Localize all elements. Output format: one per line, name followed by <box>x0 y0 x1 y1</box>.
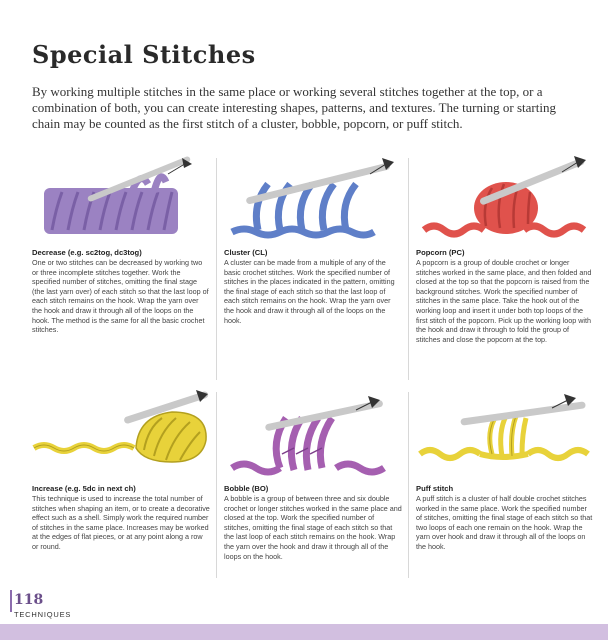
stitch-title: Cluster (CL) <box>224 248 268 257</box>
footer-bar <box>0 624 608 640</box>
stitch-description: One or two stitches can be decreased by working two or three incomplete stitches together. Work the specified number of stitches, omitting the final stage (the last yarn over) of each stitch so that the last loop of each stitch remains on the hook. Wrap the yarn over the hook and draw it through all of the loops on the hook. The method is the same for all the basic crochet stitches. <box>32 258 209 335</box>
stitch-card-increase <box>32 388 210 552</box>
stitch-description: A bobble is a group of between three and six double crochet or longer stitches worked in the same place and closed at the top. Work the specified number of stitches, omitting the final stage of each stitch so that the last loop of each stitch remains on the hook. Wrap the yarn over the hook and draw it through all of the loops on the hook. <box>224 494 402 561</box>
page-title: Special Stitches <box>32 40 256 69</box>
decrease-illustration <box>32 152 210 244</box>
cluster-illustration <box>224 152 402 244</box>
stitch-description: A puff stitch is a cluster of half double crochet stitches worked in the same place. Work the specified number of stitches, omitting the final stage of each stitch so that two loops of each one remain on the hook. Wrap the yarn over hook and draw it through all of the loops on the hook. <box>416 494 593 551</box>
bobble-illustration <box>224 388 402 480</box>
stitch-title: Decrease (e.g. sc2tog, dc3tog) <box>32 248 142 257</box>
page-number-accent <box>10 590 12 612</box>
stitch-description: A cluster can be made from a multiple of any of the basic crochet stitches. Work the specified number of stitches in the places indicated in the pattern, omitting the final stage of each stitch so that the last loop of each stitch remains on the hook. Wrap the yarn over the hook and draw it through all of the loops on the hook. <box>224 258 395 325</box>
column-divider-1 <box>216 158 217 380</box>
stitch-card-bobble <box>224 388 402 561</box>
stitch-title: Increase (e.g. 5dc in next ch) <box>32 484 136 493</box>
stitch-card-decrease <box>32 152 210 335</box>
stitch-card-puff <box>416 388 594 552</box>
stitch-description: A popcorn is a group of double crochet or longer stitches worked in the same place, and then folded and closed at the top so that the popcorn is raised from the background stitches. Work the specified number of stitches in the same place. Take the hook out of the working loop and insert it under both top loops of the first stitch of the popcorn. Pick up the working loop with the hook and draw it through to fold the group of stitches and close the popcorn at the top. <box>416 258 592 344</box>
page-number: 118 <box>14 592 44 608</box>
stitch-description: This technique is used to increase the total number of stitches when shaping an item, or to create a decorative effect such as a shell. Simply work the required number of stitches in the same place. Increases may be worked at the edges of flat pieces, or at any point along a row or round. <box>32 494 210 551</box>
stitch-title: Bobble (BO) <box>224 484 269 493</box>
section-label: TECHNIQUES <box>14 610 72 619</box>
puff-stitch-illustration <box>416 388 594 480</box>
stitch-card-cluster <box>224 152 402 325</box>
stitch-card-popcorn <box>416 152 594 344</box>
stitch-title: Popcorn (PC) <box>416 248 465 257</box>
column-divider-2 <box>408 158 409 380</box>
popcorn-illustration <box>416 152 594 244</box>
column-divider-3 <box>216 392 217 578</box>
stitch-title: Puff stitch <box>416 484 454 493</box>
column-divider-4 <box>408 392 409 578</box>
intro-paragraph: By working multiple stitches in the same place or working several stitches together at the top, or a combination of both, you can create interesting shapes, patterns, and textures. The turning or starting chain may be counted as the first stitch of a cluster, bobble, popcorn, or puff stitch. <box>32 84 556 131</box>
increase-illustration <box>32 388 210 480</box>
